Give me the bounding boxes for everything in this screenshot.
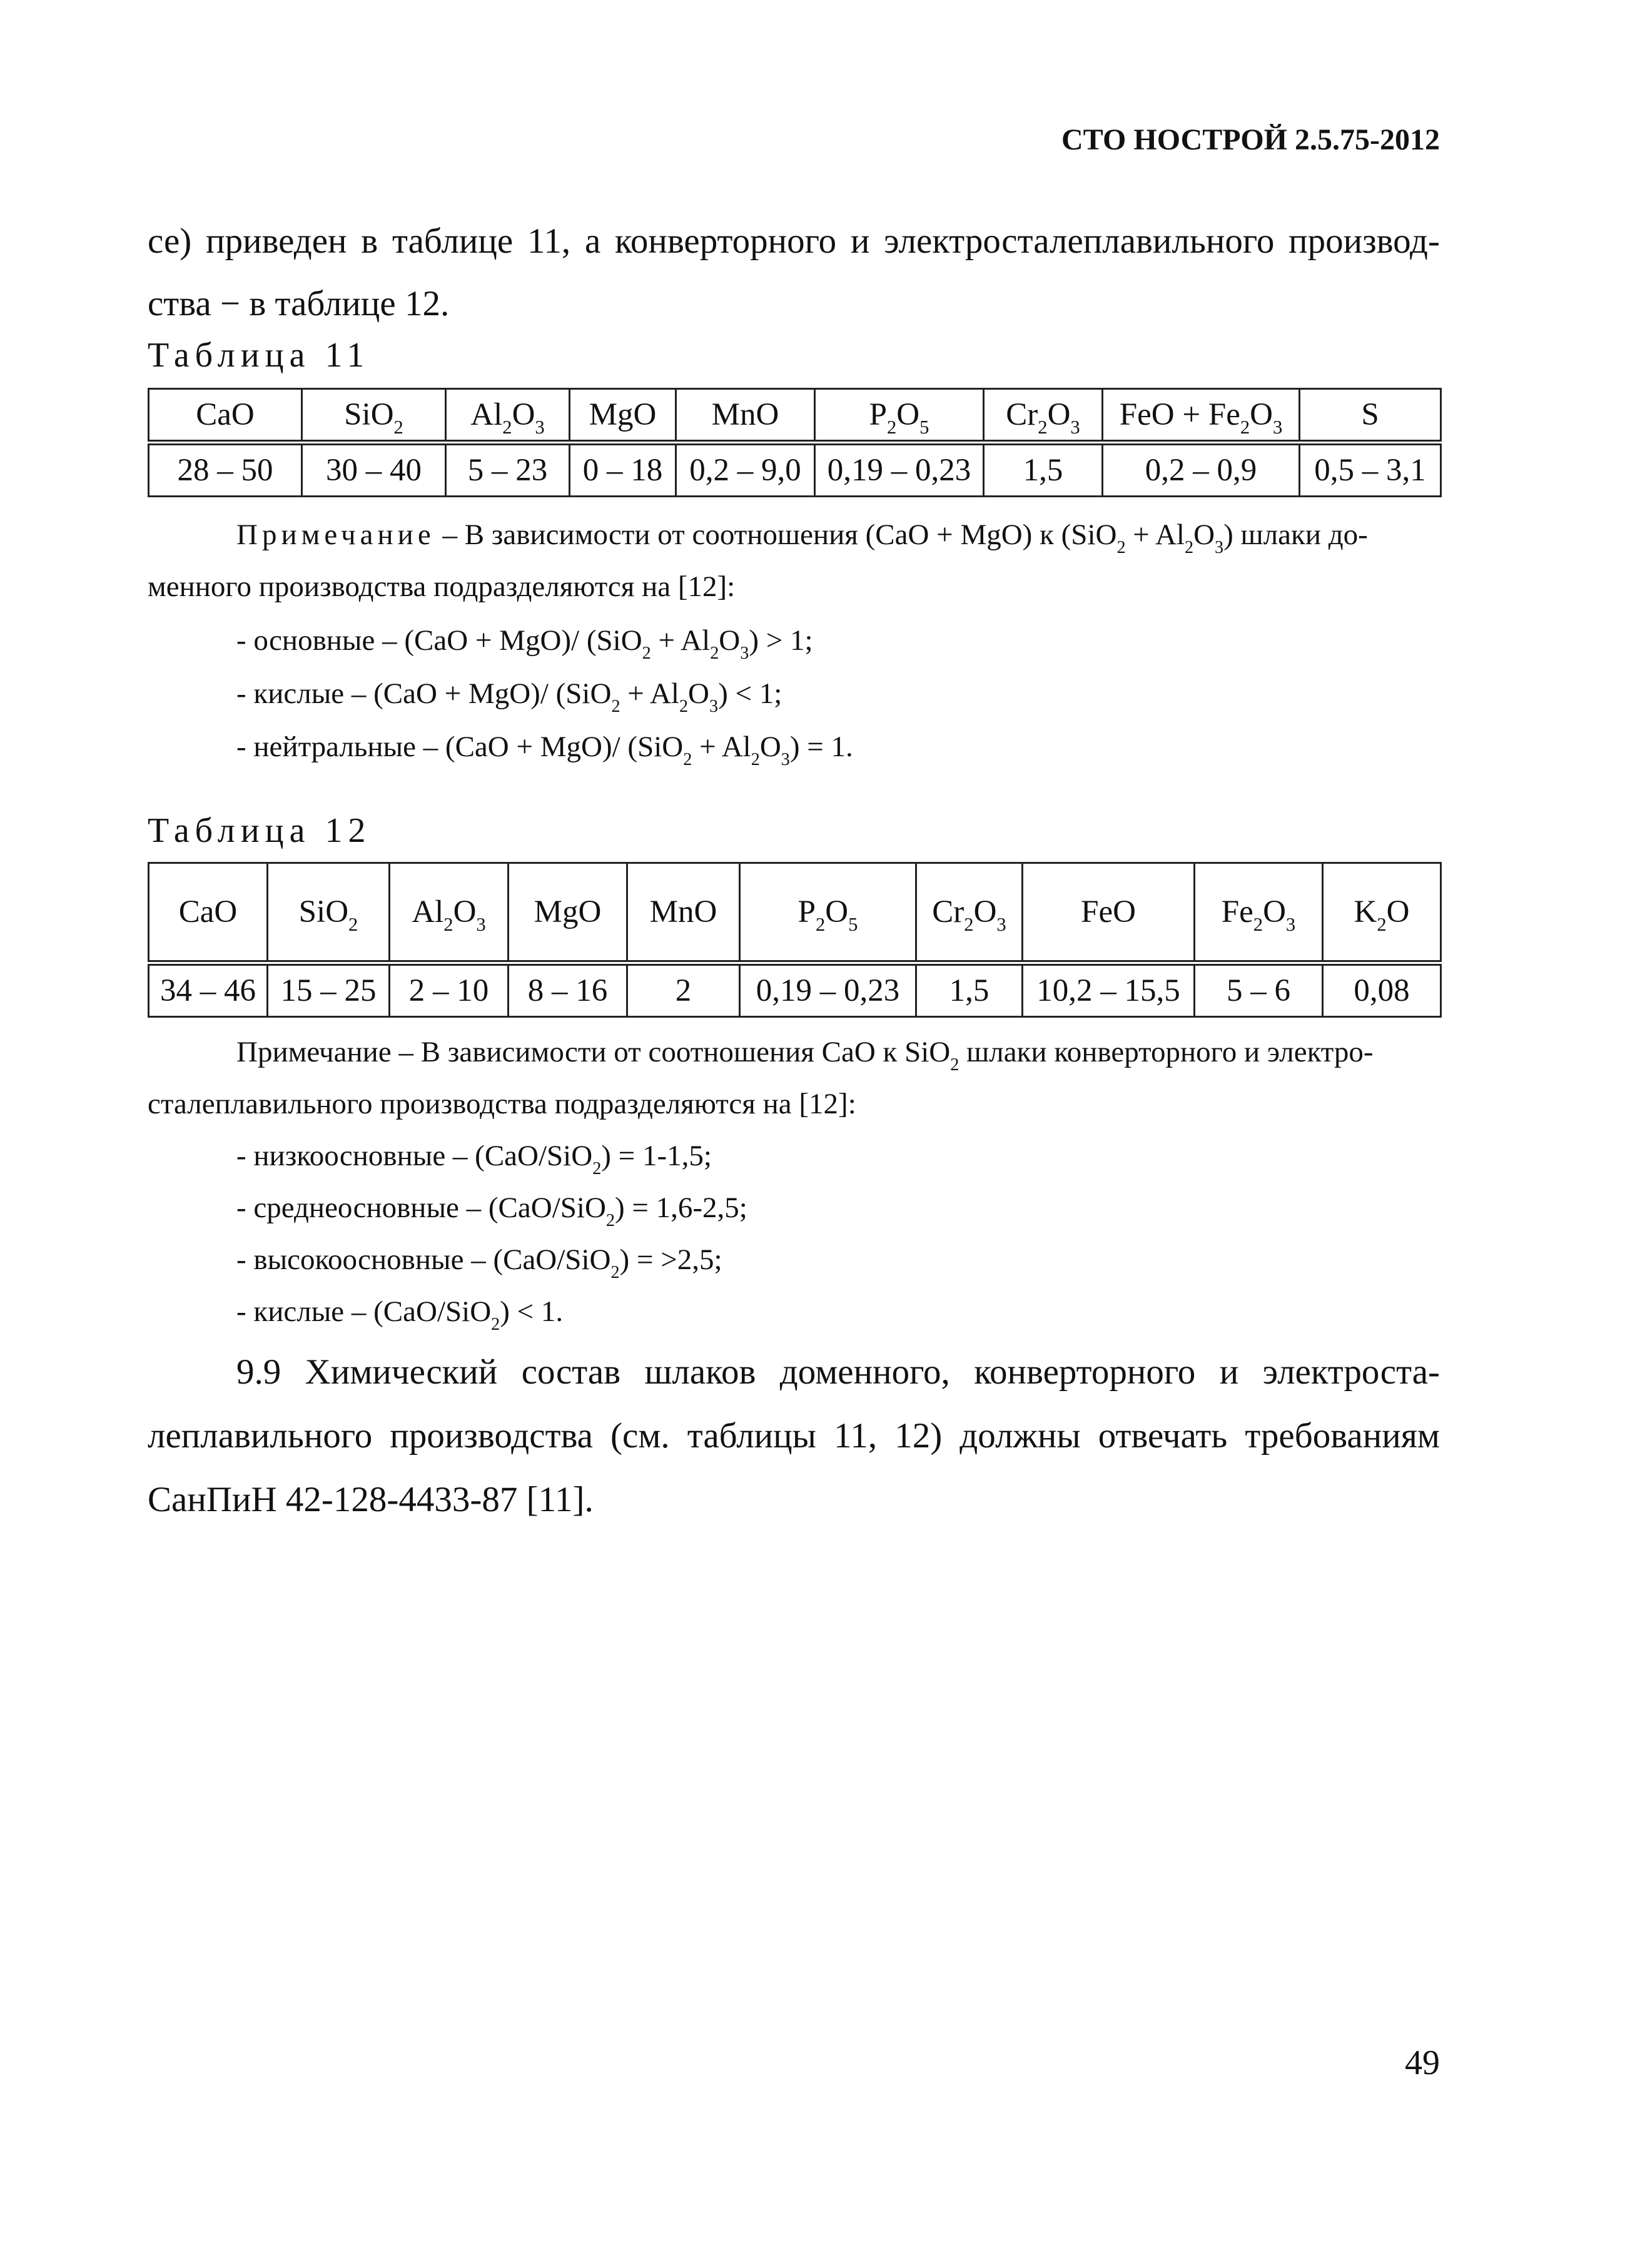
- table-12-value-row: [149, 963, 1441, 1017]
- table-header-cell: $Fe_2O_3$: [1195, 863, 1323, 963]
- page-number: 49: [1405, 2043, 1440, 2082]
- table-cell: 30 – 40: [302, 443, 446, 497]
- table-cell: 0,2 – 9,0: [676, 443, 815, 497]
- note-list-item: - высокоосновные – (CaO/SiO$_2$) = >2,5;: [236, 1243, 722, 1282]
- table-header-cell: CaO: [149, 389, 302, 443]
- table-cell: 15 – 25: [268, 963, 390, 1017]
- table-header-cell: $Al_2O_3$: [390, 863, 509, 963]
- table-12: [148, 862, 1442, 1018]
- table-cell: 5 – 23: [446, 443, 570, 497]
- note-list-item: - нейтральные – (CaO + MgO)/ $(SiO_2 + Al_2O_3) = 1$.: [236, 731, 853, 769]
- note-list-item: - основные – (CaO + MgO)/ $(SiO_2 + Al_2O_3) > 1$;: [236, 624, 813, 663]
- table-header-cell: $P_2O_5$: [740, 863, 916, 963]
- table-cell: 28 – 50: [149, 443, 302, 497]
- table-header-cell: S: [1300, 389, 1441, 443]
- table-cell: 2: [627, 963, 740, 1017]
- note-list-item: - среднеосновные – (CaO/SiO$_2$) = 1,6-2,5;: [236, 1192, 747, 1230]
- para-9-9-line-2: леплавильного производства (см. таблицы 11, 12) должны отвечать требованиям: [148, 1416, 1440, 1455]
- table-cell: 0,5 – 3,1: [1300, 443, 1441, 497]
- table-header-cell: $P_2O_5$: [815, 389, 984, 443]
- table-header-cell: MnO: [627, 863, 740, 963]
- table-header-cell: $Al_2O_3$: [446, 389, 570, 443]
- para-9-9-line-1: 9.9 Химический состав шлаков доменного, конверторного и электроста-: [236, 1352, 1440, 1392]
- note-11-label: Примечание: [236, 519, 435, 551]
- table-header-cell: MgO: [509, 863, 627, 963]
- note-list-item: - кислые – (CaO/SiO$_2$) < 1.: [236, 1295, 564, 1334]
- note-12-line-2: сталеплавильного производства подразделяются на [12]:: [148, 1088, 856, 1120]
- note-list-item: - кислые – (CaO + MgO)/ $(SiO_2 + Al_2O_3) < 1$;: [236, 677, 782, 716]
- note-11-line-2: менного производства подразделяются на [12]:: [148, 570, 736, 603]
- note-list-item: - низкоосновные – (CaO/SiO$_2$) = 1-1,5;: [236, 1140, 712, 1178]
- table-cell: 8 – 16: [509, 963, 627, 1017]
- table-header-cell: $K_2O$: [1323, 863, 1441, 963]
- table-header-cell: $Cr_2O_3$: [916, 863, 1023, 963]
- table-11-caption: Таблица 11: [148, 336, 370, 375]
- table-11-value-row: [149, 443, 1441, 497]
- table-cell: 5 – 6: [1195, 963, 1323, 1017]
- intro-line-2: ства − в таблице 12.: [148, 284, 450, 323]
- table-cell: 0,19 – 0,23: [815, 443, 984, 497]
- note-11-line-1: Примечание – В зависимости от соотношения (CaO + MgO) к $(SiO_2 + Al_2O_3)$ шлаки до-: [236, 519, 1368, 557]
- table-cell: 2 – 10: [390, 963, 509, 1017]
- table-cell: 34 – 46: [149, 963, 268, 1017]
- table-header-cell: FeO + $Fe_2O_3$: [1103, 389, 1300, 443]
- table-cell: 0 – 18: [570, 443, 676, 497]
- table-cell: 1,5: [984, 443, 1103, 497]
- note-12-line-1: Примечание – В зависимости от соотношения CaO к SiO$_2$ шлаки конверторного и электро-: [236, 1036, 1374, 1075]
- table-header-cell: SiO$_2$: [268, 863, 390, 963]
- document-id: СТО НОСТРОЙ 2.5.75-2012: [1061, 123, 1440, 156]
- table-12-caption: Таблица 12: [148, 811, 372, 850]
- intro-line-1: се) приведен в таблице 11, а конверторного и электросталеплавильного производ-: [148, 221, 1440, 261]
- table-11: [148, 388, 1442, 497]
- table-header-cell: SiO$_2$: [302, 389, 446, 443]
- table-header-cell: MgO: [570, 389, 676, 443]
- table-cell: 0,2 – 0,9: [1103, 443, 1300, 497]
- table-cell: 1,5: [916, 963, 1023, 1017]
- para-9-9-line-3: СанПиН 42-128-4433-87 [11].: [148, 1480, 594, 1519]
- table-11-header-row: [149, 389, 1441, 443]
- table-header-cell: FeO: [1023, 863, 1195, 963]
- table-header-cell: MnO: [676, 389, 815, 443]
- table-12-header-row: [149, 863, 1441, 963]
- table-header-cell: $Cr_2O_3$: [984, 389, 1103, 443]
- table-header-cell: CaO: [149, 863, 268, 963]
- table-cell: 0,08: [1323, 963, 1441, 1017]
- table-cell: 10,2 – 15,5: [1023, 963, 1195, 1017]
- table-cell: 0,19 – 0,23: [740, 963, 916, 1017]
